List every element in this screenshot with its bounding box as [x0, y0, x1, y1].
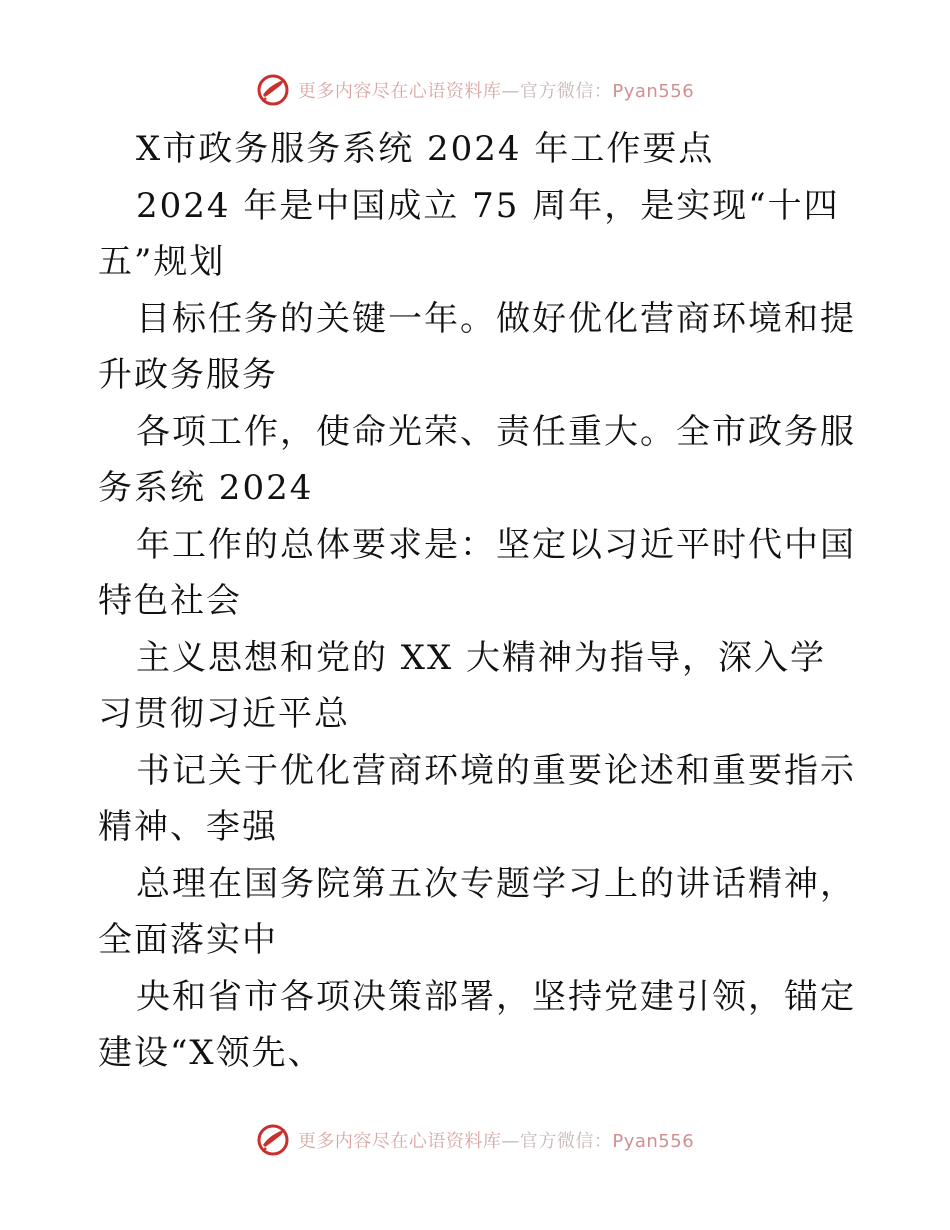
watermark-label: 官方微信：: [519, 81, 613, 102]
document-title: X市政务服务系统 2024 年工作要点: [136, 129, 715, 169]
pen-logo-icon: [256, 1123, 290, 1157]
paragraph-line: 各项工作，使命光荣、责任重大。全市政务服务系统 2024: [98, 411, 856, 508]
header-watermark: [0, 70, 950, 110]
paragraph-line: 年工作的总体要求是：坚定以习近平时代中国特色社会: [98, 524, 856, 621]
watermark-text: [298, 1127, 694, 1153]
watermark-main-text: 更多内容尽在心语资料库: [297, 81, 502, 102]
document-body: [98, 121, 858, 1082]
watermark-label: 官方微信：: [519, 1131, 613, 1152]
paragraph-line: 总理在国务院第五次专题学习上的讲话精神，全面落实中: [98, 863, 856, 960]
pen-logo-icon: [256, 73, 290, 107]
paragraph-line: 目标任务的关键一年。做好优化营商环境和提升政务服务: [98, 298, 856, 395]
watermark-text: [298, 77, 694, 103]
watermark-id: Pyan556: [612, 1131, 695, 1152]
watermark-separator: —: [501, 81, 520, 102]
paragraph-line: 主义思想和党的 XX 大精神为指导，深入学习贯彻习近平总: [98, 637, 827, 734]
watermark-id: Pyan556: [612, 81, 695, 102]
paragraph-line: 书记关于优化营商环境的重要论述和重要指示精神、李强: [98, 750, 856, 847]
watermark-main-text: 更多内容尽在心语资料库: [297, 1131, 502, 1152]
paragraph-line: 2024 年是中国成立 75 周年，是实现“十四五”规划: [98, 185, 840, 282]
paragraph-line: 央和省市各项决策部署，坚持党建引领，锚定建设“X领先、: [98, 976, 856, 1073]
footer-watermark: [0, 1120, 950, 1160]
watermark-separator: —: [501, 1131, 520, 1152]
